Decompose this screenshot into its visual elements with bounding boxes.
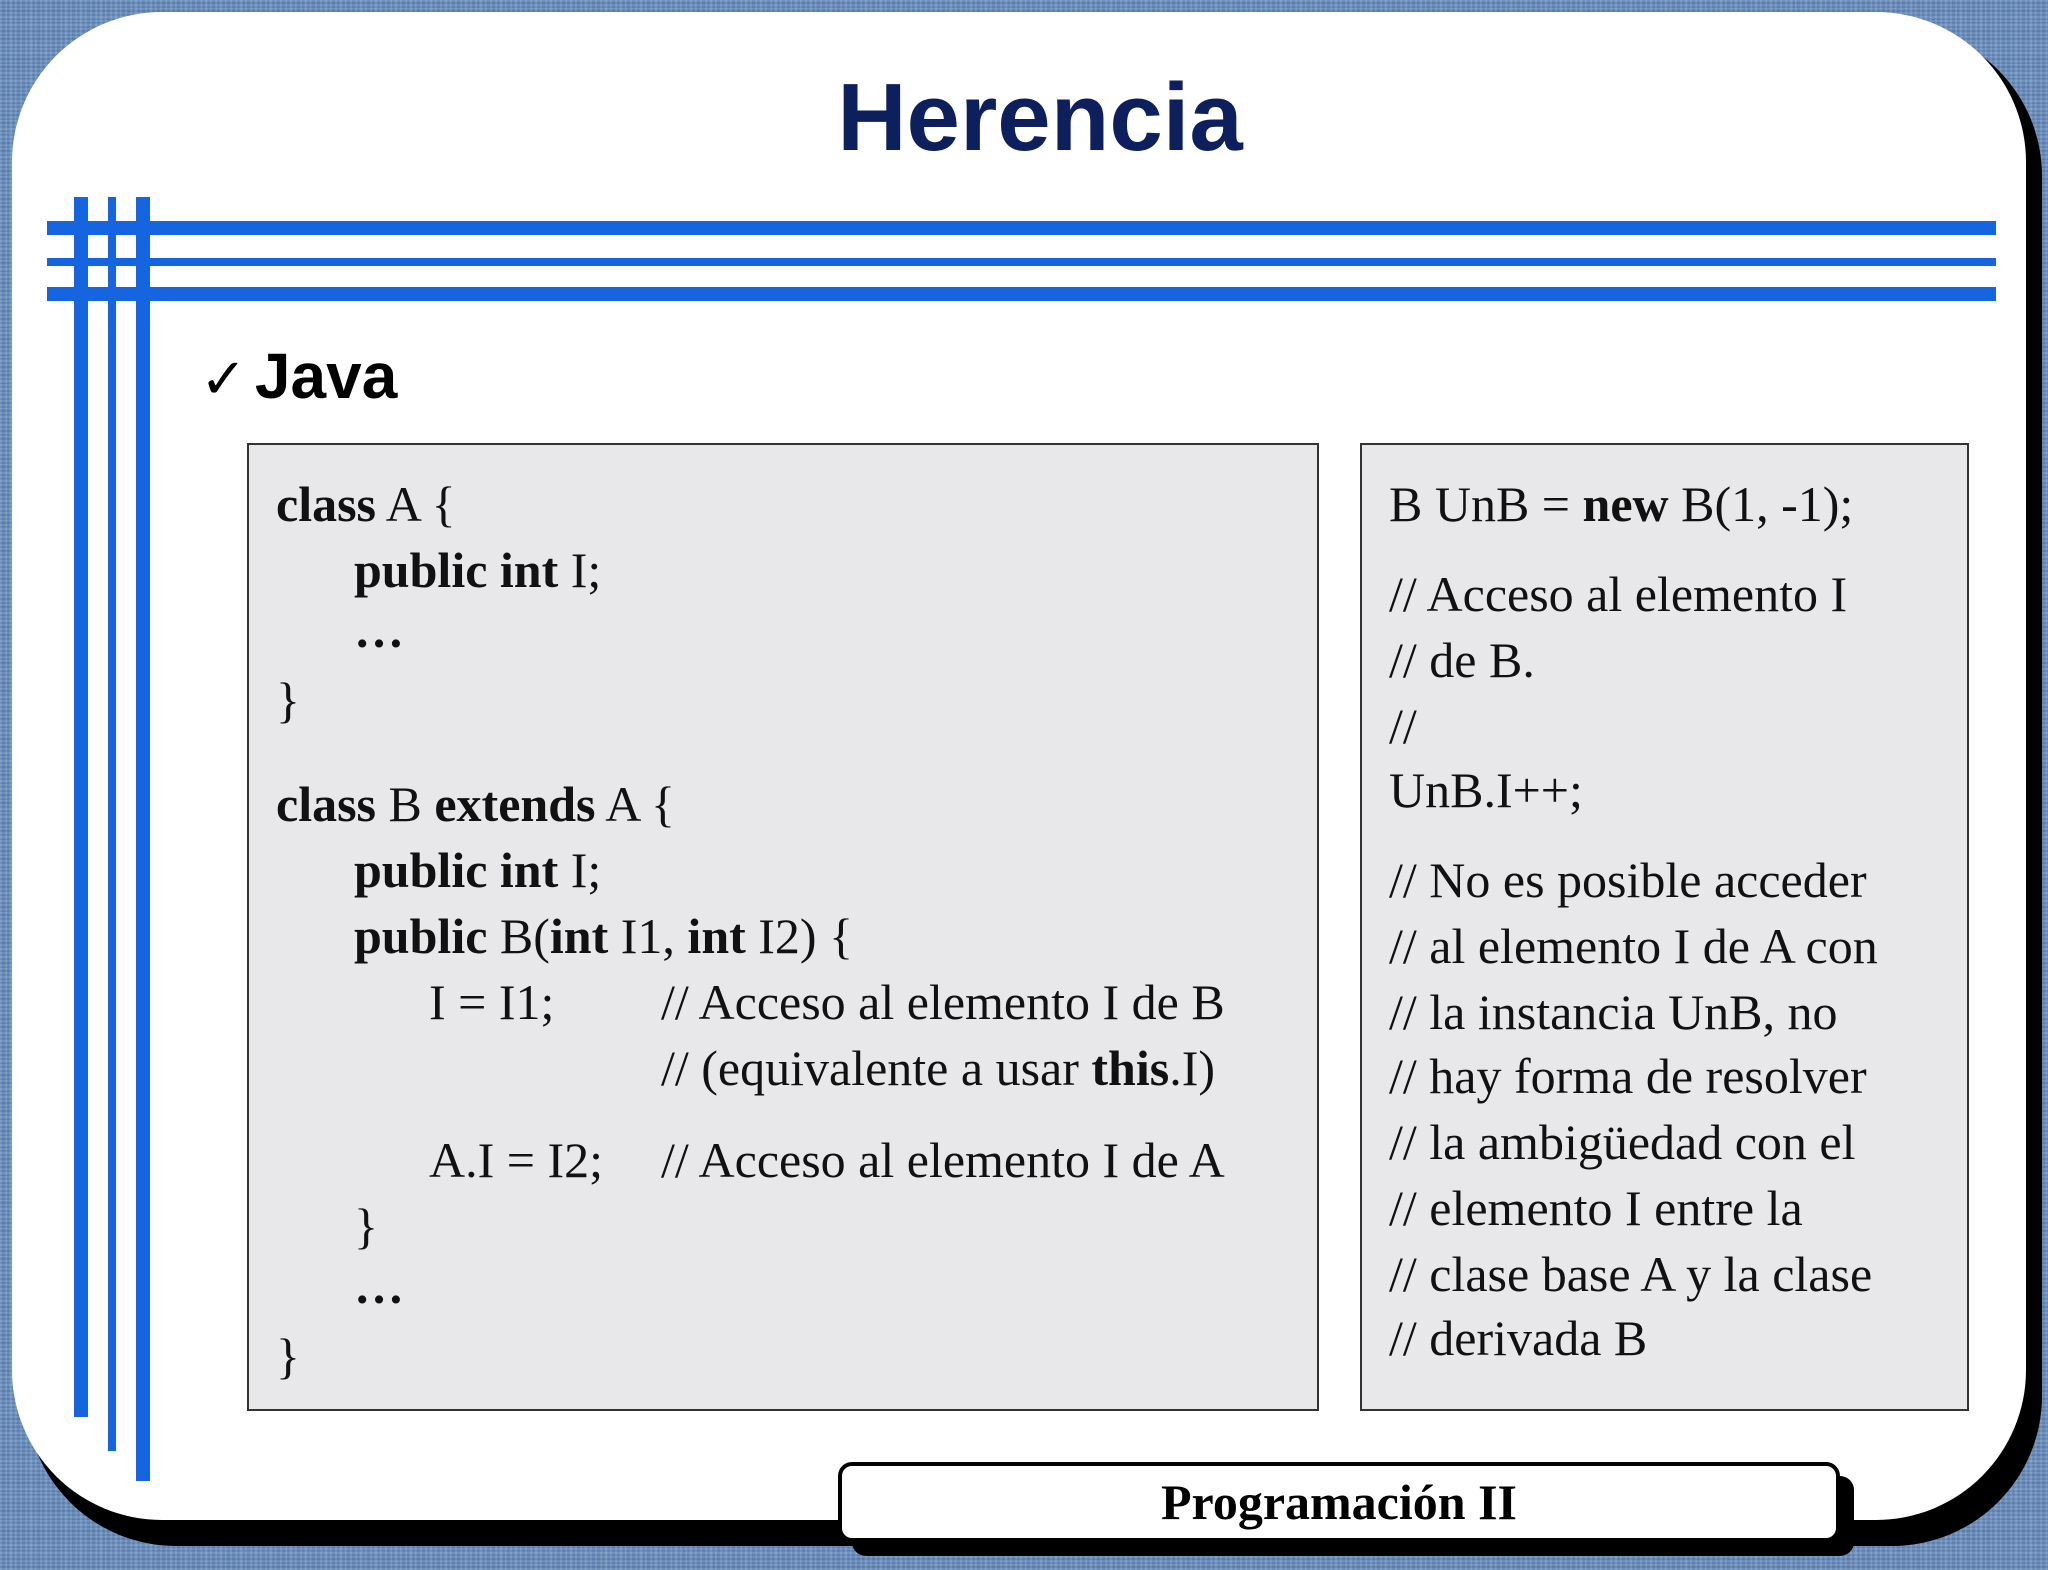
code-line: UnB.I++;: [1389, 762, 1583, 818]
bullet-java: [200, 340, 398, 412]
code-box-right: [1360, 443, 1969, 1411]
code-comment: // hay forma de resolver: [1389, 1048, 1867, 1104]
decor-vstripe-3: [136, 197, 150, 1481]
code-comment: // Acceso al elemento I: [1389, 566, 1848, 622]
code-comment: // la ambigüedad con el: [1389, 1114, 1856, 1170]
code-line: A.I = I2;: [429, 1132, 603, 1188]
code-line: }: [276, 672, 300, 728]
code-line: I = I1;: [429, 974, 555, 1030]
code-line: public int I;: [354, 542, 602, 598]
decor-stripe-middle: [47, 258, 1996, 266]
bullet-label: Java: [254, 340, 398, 412]
checkmark-icon: ✓: [200, 347, 247, 412]
decor-stripe-bottom: [47, 287, 1996, 301]
code-comment: // al elemento I de A con: [1389, 918, 1878, 974]
code-comment: // (equivalente a usar this.I): [661, 1040, 1215, 1096]
code-line: B UnB = new B(1, -1);: [1389, 476, 1854, 532]
code-comment: // Acceso al elemento I de B: [661, 974, 1225, 1030]
code-line: public int I;: [354, 842, 602, 898]
code-line: …: [354, 1258, 404, 1314]
decor-stripe-top: [47, 221, 1996, 235]
code-comment: // derivada B: [1389, 1310, 1648, 1366]
footer-course-label: Programación II: [838, 1462, 1840, 1542]
code-comment: // No es posible acceder: [1389, 852, 1867, 908]
code-comment: // clase base A y la clase: [1389, 1246, 1873, 1302]
decor-vstripe-2: [108, 197, 116, 1451]
code-box-left: [247, 443, 1319, 1411]
code-comment: // la instancia UnB, no: [1389, 984, 1838, 1040]
slide-title: Herencia: [837, 64, 1243, 171]
code-comment: // Acceso al elemento I de A: [661, 1132, 1225, 1188]
code-line: …: [354, 602, 404, 658]
decor-vstripe-1: [74, 197, 88, 1417]
code-comment: // de B.: [1389, 632, 1535, 688]
code-line: class B extends A {: [276, 776, 676, 832]
code-comment: //: [1389, 698, 1417, 754]
code-line: class A {: [276, 476, 456, 532]
code-line: }: [354, 1198, 378, 1254]
code-comment: // elemento I entre la: [1389, 1180, 1803, 1236]
code-line: }: [276, 1328, 300, 1384]
code-line: public B(int I1, int I2) {: [354, 908, 854, 964]
